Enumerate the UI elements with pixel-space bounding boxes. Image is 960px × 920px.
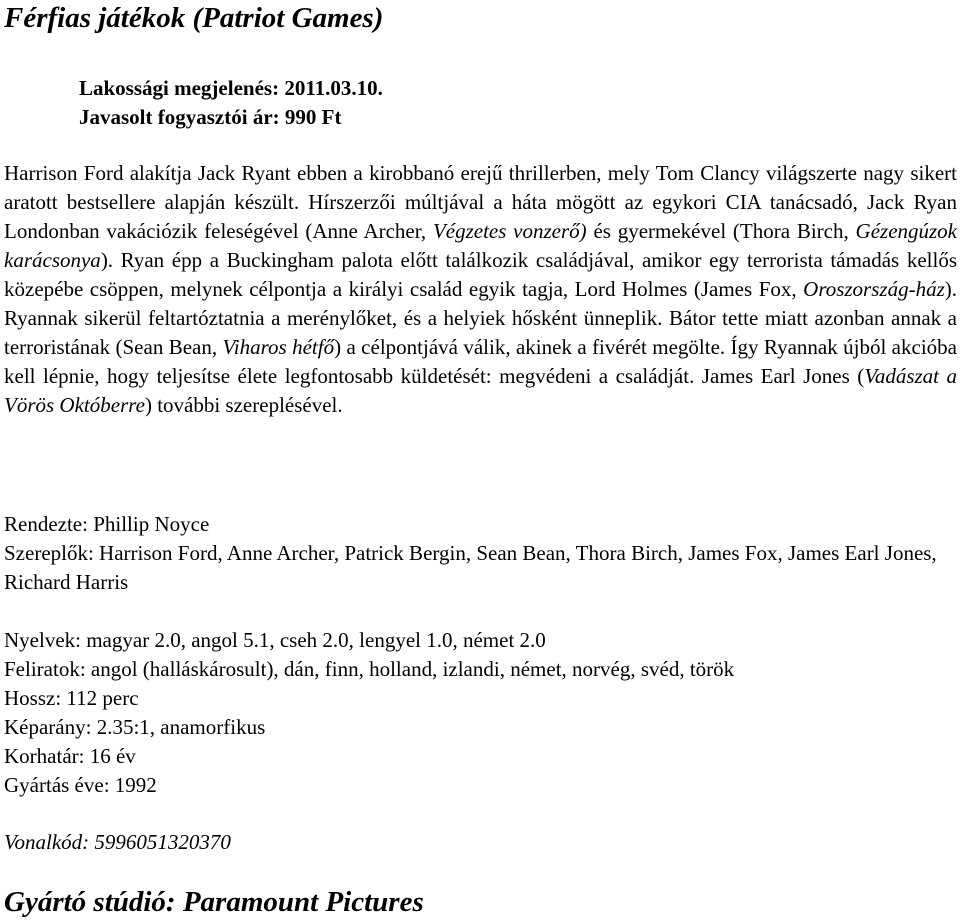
studio-line: Gyártó stúdió: Paramount Pictures — [4, 886, 424, 918]
suggested-price: Javasolt fogyasztói ár: 990 Ft — [79, 105, 342, 129]
length-line: Hossz: 112 perc — [4, 686, 139, 710]
description-film-reference: Végzetes vonzerő) — [432, 219, 587, 243]
credits-block — [4, 510, 957, 597]
technical-specs — [4, 626, 734, 800]
aspect-ratio-line: Képarány: 2.35:1, anamorfikus — [4, 715, 266, 739]
description-film-reference: Viharos hétfő — [222, 335, 335, 359]
description-text: és gyermekével (Thora Birch, — [586, 219, 856, 243]
age-rating-line: Korhatár: 16 év — [4, 744, 136, 768]
barcode-line: Vonalkód: 5996051320370 — [4, 830, 231, 854]
description-text: ) a célpontjává válik, akinek a fivérét megölte. Így Ryannak újból akcióba kell lépnie, hogy teljesítse élete legfontosabb küldetését: megvédeni a családját. James Earl Jones ( — [4, 335, 957, 388]
release-info — [79, 74, 383, 132]
cast-line: Szereplők: Harrison Ford, Anne Archer, Patrick Bergin, Sean Bean, Thora Birch, James Fox, James Earl Jones, Richard Harris — [4, 541, 937, 594]
production-year-line: Gyártás éve: 1992 — [4, 773, 157, 797]
languages-line: Nyelvek: magyar 2.0, angol 5.1, cseh 2.0, lengyel 1.0, német 2.0 — [4, 628, 546, 652]
description-film-reference: Oroszország-ház — [803, 277, 945, 301]
description-text: ). Ryan épp a Buckingham palota előtt találkozik családjával, amikor egy terrorista támadás kellős közepébe csöppen, melynek célpontja a királyi család egyik tagja, Lord Holmes (James Fox, — [4, 248, 957, 301]
subtitles-line: Feliratok: angol (halláskárosult), dán, finn, holland, izlandi, német, norvég, svéd, török — [4, 657, 735, 681]
description-text: ) további szereplésével. — [144, 393, 343, 417]
director-line: Rendezte: Phillip Noyce — [4, 512, 210, 536]
description-text: Harrison Ford alakítja Jack Ryant ebben a kirobbanó erejű thrillerben, mely Tom Clancy világszerte nagy sikert aratott bestsellere alapján készült. Hírszerzői múltjával a háta mögött az egykori CIA tanácsadó, Jack Ryan Londonban vakációzik feleségével (Anne Archer, — [4, 161, 957, 243]
description-film-reference: Gézengúzok karácsonya — [4, 219, 958, 272]
release-date: Lakossági megjelenés: 2011.03.10. — [79, 76, 383, 100]
page-title: Férfias játékok (Patriot Games) — [4, 2, 384, 34]
description-paragraph — [4, 159, 957, 420]
description-text: ). Ryannak sikerül feltartóztatnia a merénylőket, és a helyiek hősként ünneplik. Bátor tette miatt azonban annak a terroristának (Sean Bean, — [4, 277, 957, 359]
description-film-reference: Vadászat a Vörös Októberre — [4, 364, 957, 417]
